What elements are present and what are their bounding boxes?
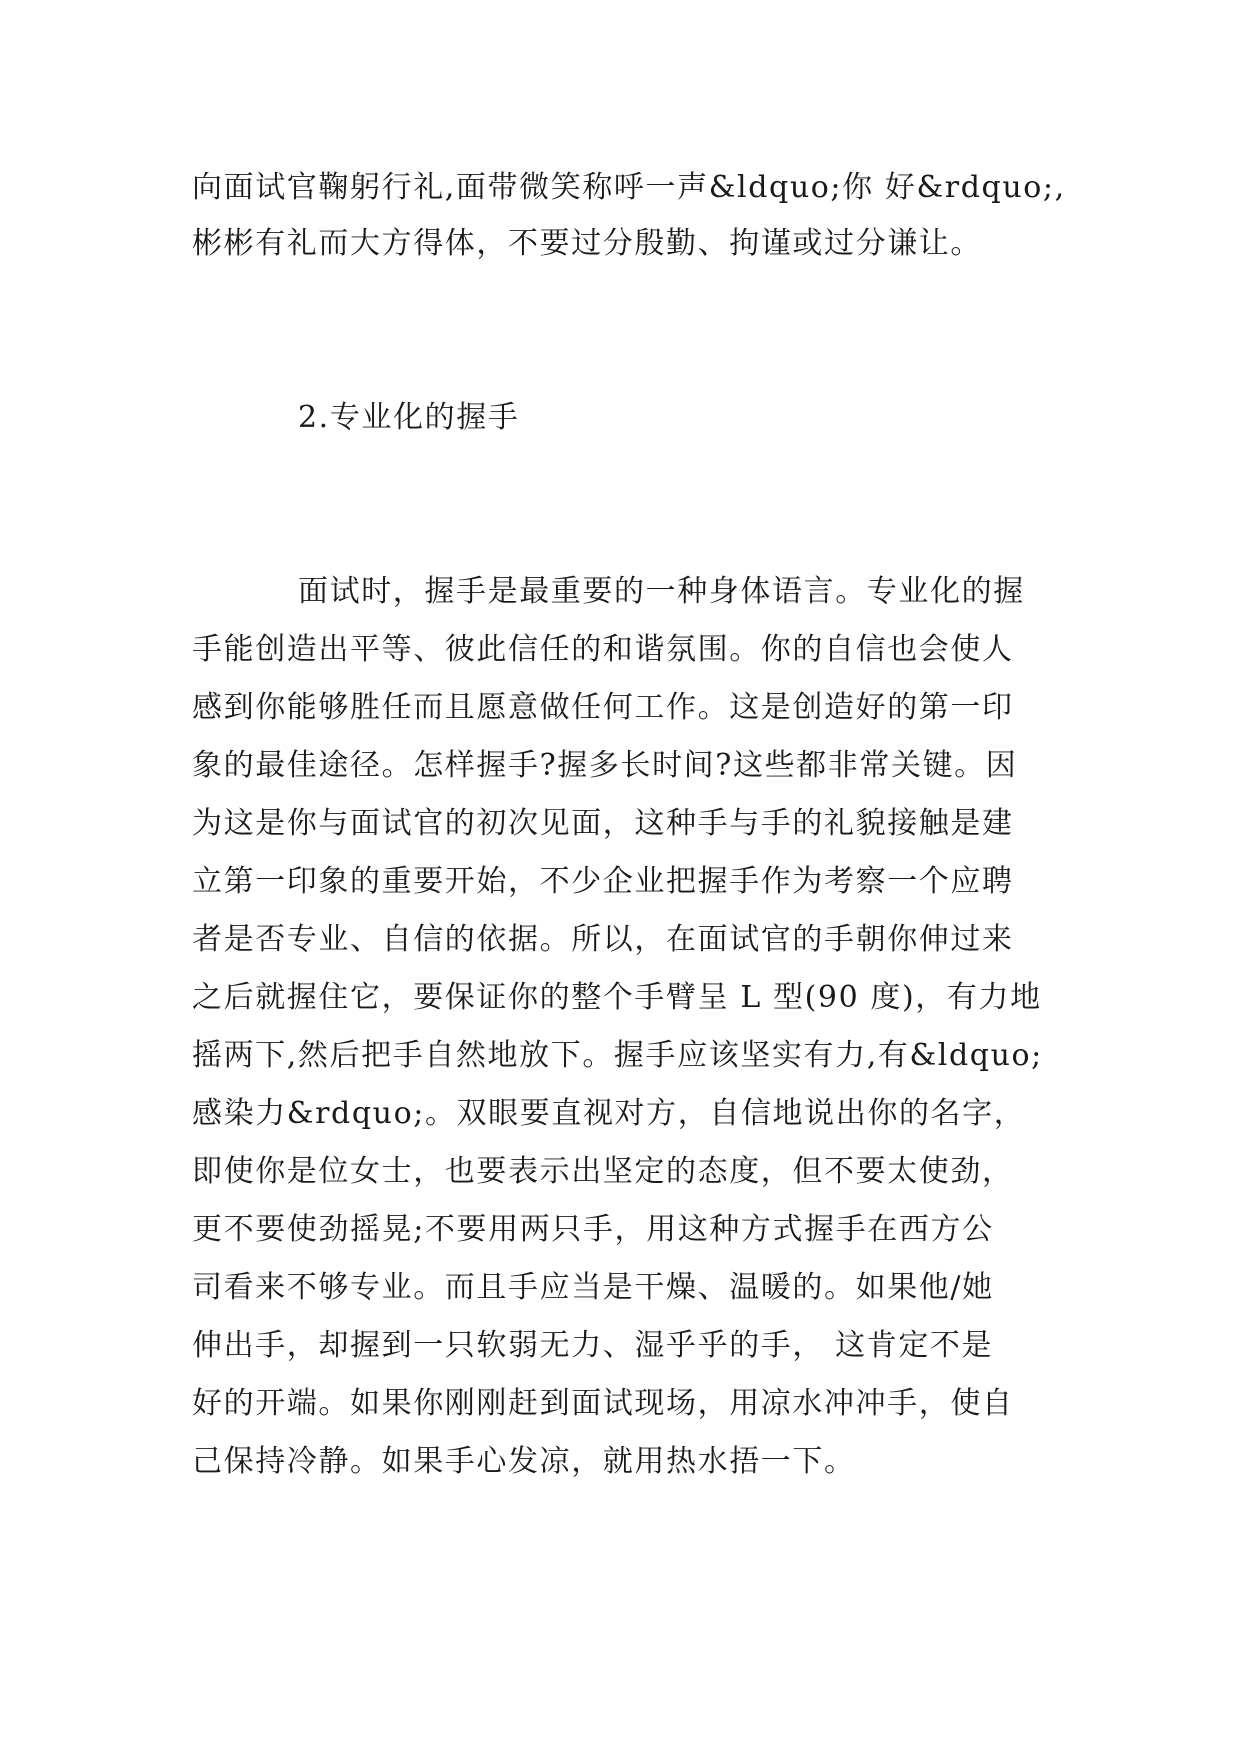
paragraph-2-line-8: 之后就握住它，要保证你的整个手臂呈 L 型(90 度)，有力地 bbox=[192, 980, 1042, 1015]
paragraph-2-line-6: 立第一印象的重要开始，不少企业把握手作为考察一个应聘 bbox=[192, 864, 1014, 899]
paragraph-2-line-16: 己保持冷静。如果手心发凉，就用热水捂一下。 bbox=[192, 1444, 856, 1479]
paragraph-2-line-11: 即使你是位女士，也要表示出坚定的态度，但不要太使劲， bbox=[192, 1154, 1014, 1189]
paragraph-1-line-2: 彬彬有礼而大方得体，不要过分殷勤、拘谨或过分谦让。 bbox=[192, 226, 982, 261]
paragraph-2-line-10: 感染力&rdquo;。双眼要直视对方，自信地说出你的名字， bbox=[192, 1096, 1026, 1131]
section-heading: 2.专业化的握手 bbox=[298, 400, 520, 435]
paragraph-2-line-1: 面试时，握手是最重要的一种身体语言。专业化的握 bbox=[298, 574, 1025, 609]
paragraph-2-line-7: 者是否专业、自信的依据。所以，在面试官的手朝你伸过来 bbox=[192, 922, 1014, 957]
paragraph-2-line-4: 象的最佳途径。怎样握手?握多长时间?这些都非常关键。因 bbox=[192, 748, 1018, 783]
paragraph-2-line-3: 感到你能够胜任而且愿意做任何工作。这是创造好的第一印 bbox=[192, 690, 1014, 725]
paragraph-2-line-2: 手能创造出平等、彼此信任的和谐氛围。你的自信也会使人 bbox=[192, 632, 1014, 667]
paragraph-1-line-1: 向面试官鞠躬行礼,面带微笑称呼一声&ldquo;你 好&rdquo;, bbox=[192, 170, 1066, 205]
paragraph-2-line-9: 摇两下,然后把手自然地放下。握手应该坚实有力,有&ldquo; bbox=[192, 1038, 1043, 1073]
paragraph-2-line-15: 好的开端。如果你刚刚赶到面试现场，用凉水冲冲手，使自 bbox=[192, 1386, 1014, 1421]
paragraph-2-line-13: 司看来不够专业。而且手应当是干燥、温暖的。如果他/她 bbox=[192, 1270, 994, 1305]
paragraph-2-line-12: 更不要使劲摇晃;不要用两只手，用这种方式握手在西方公 bbox=[192, 1212, 994, 1247]
paragraph-2-line-5: 为这是你与面试官的初次见面，这种手与手的礼貌接触是建 bbox=[192, 806, 1014, 841]
paragraph-2-line-14: 伸出手，却握到一只软弱无力、湿乎乎的手， 这肯定不是 bbox=[192, 1328, 994, 1363]
